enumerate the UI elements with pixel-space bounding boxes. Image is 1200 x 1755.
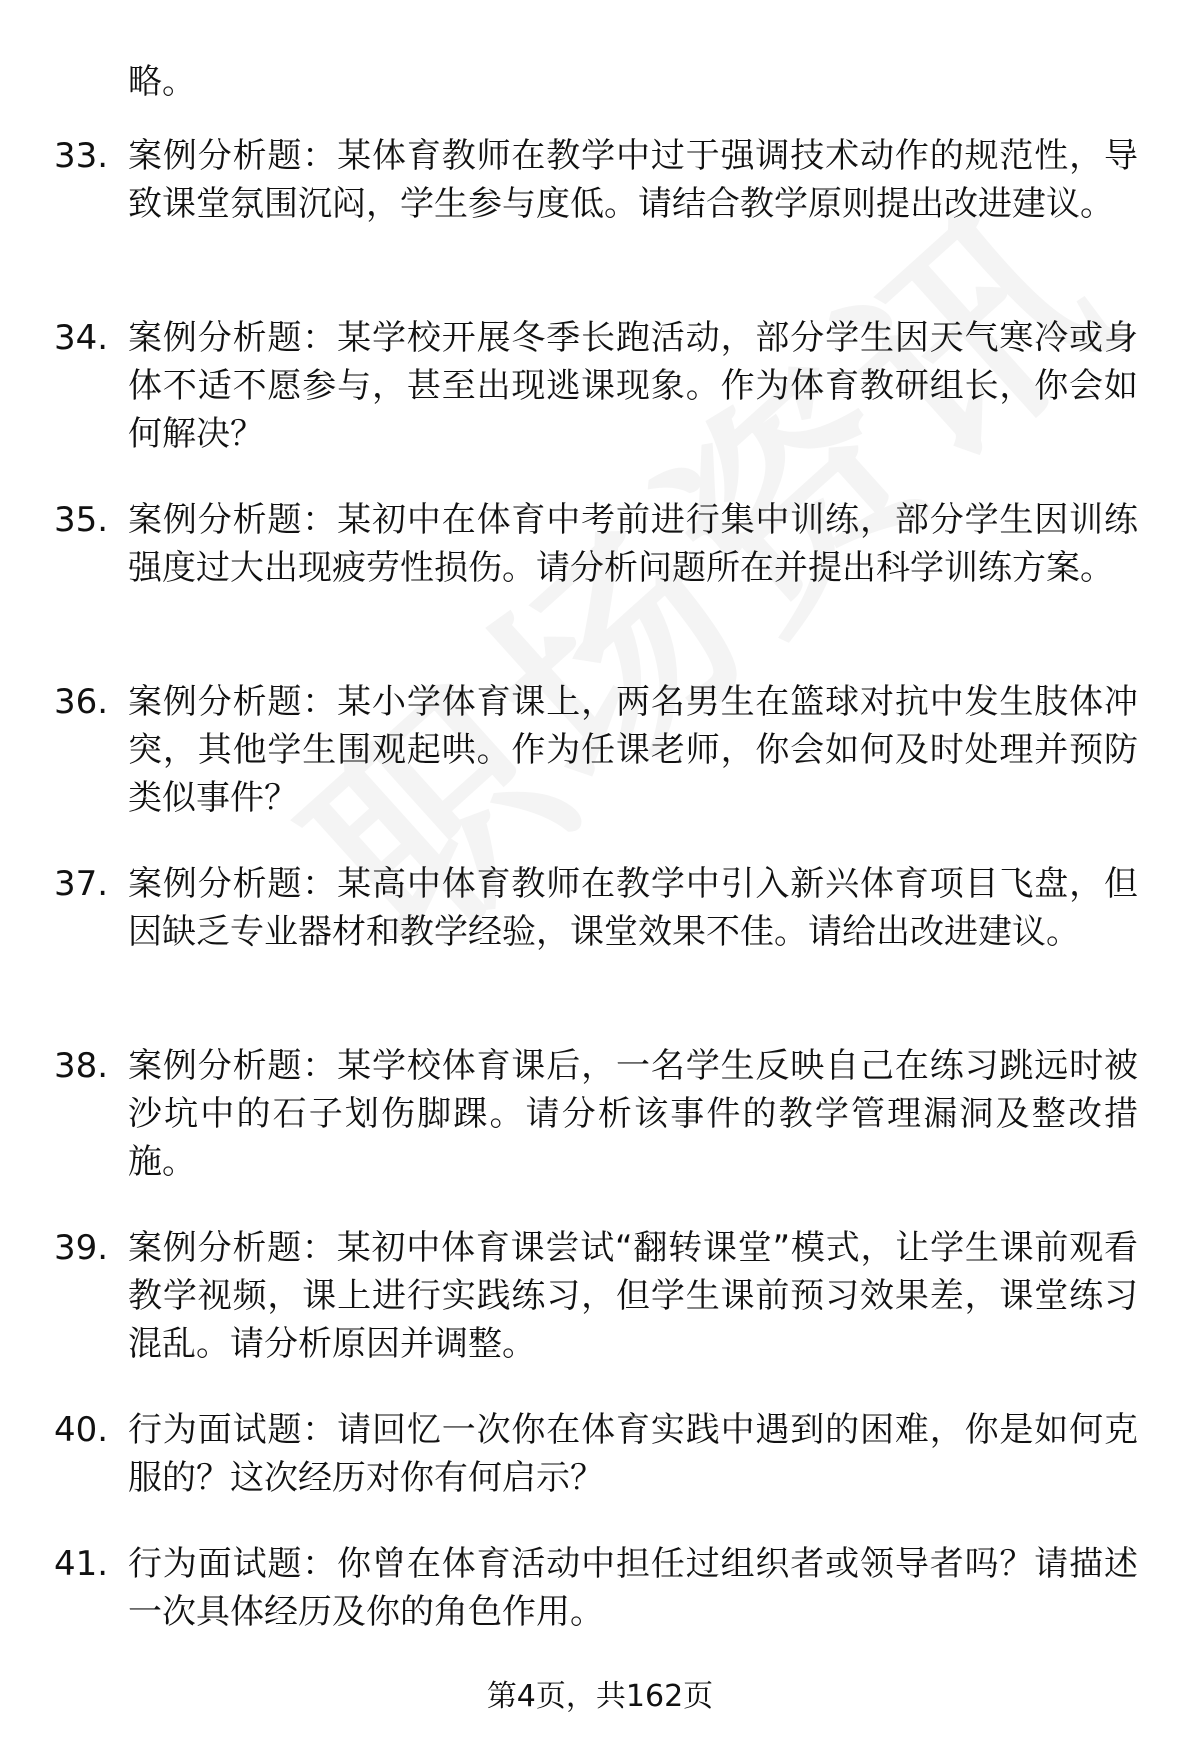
question-number: 40. xyxy=(54,1410,109,1450)
question-number: 34. xyxy=(54,318,109,358)
question-number: 41. xyxy=(54,1544,109,1584)
question-text: 案例分析题：某高中体育教师在教学中引入新兴体育项目飞盘，但因缺乏专业器材和教学经验，课堂效果不佳。请给出改进建议。 xyxy=(128,864,1138,952)
question-number: 38. xyxy=(54,1046,109,1086)
question-number: 39. xyxy=(54,1228,109,1268)
page-footer: 第4页，共162页 xyxy=(486,1679,714,1714)
question-number: 36. xyxy=(54,682,109,722)
question-text: 案例分析题：某体育教师在教学中过于强调技术动作的规范性，导致课堂氛围沉闷，学生参与度低。请结合教学原则提出改进建议。 xyxy=(128,136,1138,224)
question-text: 案例分析题：某初中在体育中考前进行集中训练，部分学生因训练强度过大出现疲劳性损伤。请分析问题所在并提出科学训练方案。 xyxy=(128,500,1138,588)
question-number: 37. xyxy=(54,864,109,904)
question-text: 案例分析题：某学校开展冬季长跑活动，部分学生因天气寒冷或身体不适不愿参与，甚至出现逃课现象。作为体育教研组长，你会如何解决？ xyxy=(128,318,1138,454)
question-text: 行为面试题：你曾在体育活动中担任过组织者或领导者吗？请描述一次具体经历及你的角色作用。 xyxy=(128,1544,1138,1632)
question-text: 行为面试题：请回忆一次你在体育实践中遇到的困难，你是如何克服的？这次经历对你有何启示？ xyxy=(128,1410,1138,1498)
question-number: 35. xyxy=(54,500,109,540)
question-text: 案例分析题：某学校体育课后，一名学生反映自己在练习跳远时被沙坑中的石子划伤脚踝。请分析该事件的教学管理漏洞及整改措施。 xyxy=(128,1046,1138,1182)
continuation-text: 略。 xyxy=(128,62,196,102)
question-text: 案例分析题：某小学体育课上，两名男生在篮球对抗中发生肢体冲突，其他学生围观起哄。作为任课老师，你会如何及时处理并预防类似事件？ xyxy=(128,682,1138,818)
question-number: 33. xyxy=(54,136,109,176)
question-text: 案例分析题：某初中体育课尝试“翻转课堂”模式，让学生课前观看教学视频，课上进行实践练习，但学生课前预习效果差，课堂练习混乱。请分析原因并调整。 xyxy=(128,1228,1138,1364)
